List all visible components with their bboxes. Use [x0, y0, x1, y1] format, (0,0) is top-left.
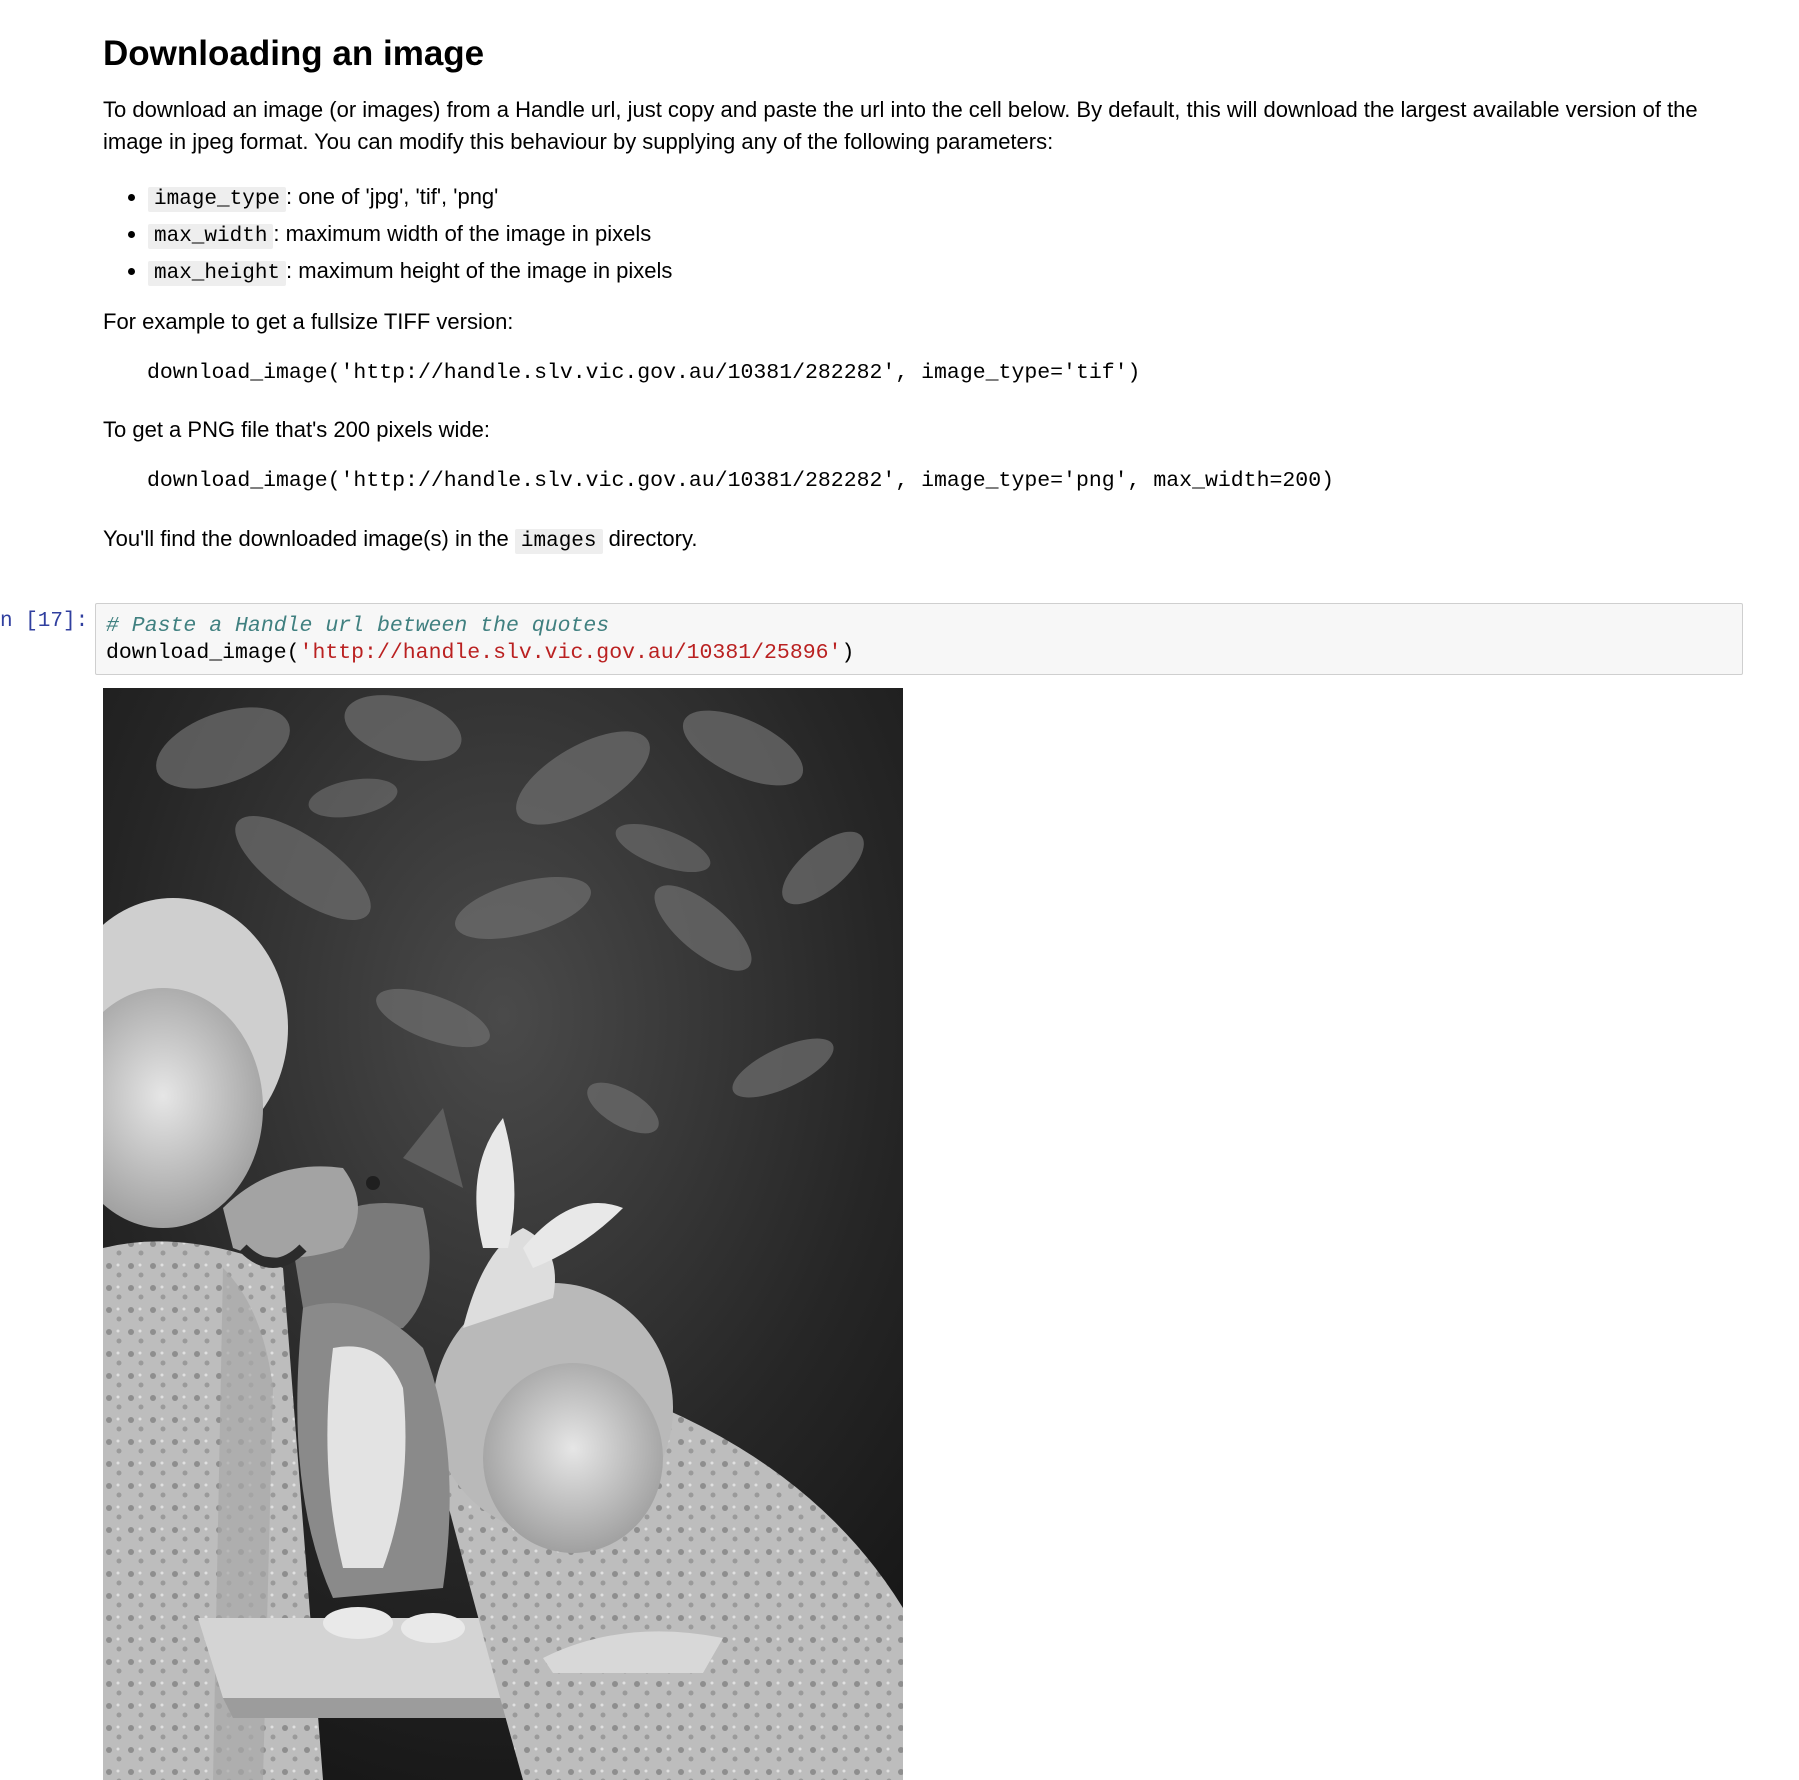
- directory-note-after: directory.: [602, 526, 698, 551]
- section-heading: Downloading an image: [103, 34, 485, 73]
- png-example-code: download_image('http://handle.slv.vic.gov.au/10381/282282', image_type='png', max_width=200): [147, 469, 1334, 493]
- list-item: [148, 254, 672, 291]
- param-desc: : maximum height of the image in pixels: [286, 258, 673, 283]
- code-url-string: 'http://handle.slv.vic.gov.au/10381/25896': [299, 641, 842, 665]
- png-intro: To get a PNG file that's 200 pixels wide:: [103, 417, 490, 442]
- param-desc: : maximum width of the image in pixels: [273, 221, 652, 246]
- input-prompt: n [17]:: [0, 610, 89, 633]
- param-desc: : one of 'jpg', 'tif', 'png': [286, 184, 499, 209]
- photo-illustration: [103, 688, 903, 1780]
- parameter-list: [103, 180, 672, 291]
- code-comment: # Paste a Handle url between the quotes: [106, 614, 610, 638]
- list-item: [148, 217, 672, 254]
- code-call-end: ): [841, 641, 855, 665]
- list-item: [148, 180, 672, 217]
- intro-paragraph: To download an image (or images) from a Handle url, just copy and paste the url into the cell below. By default, this will download the largest available version of the image in jpeg format. You can modify this behaviour by supplying any of the following parameters:: [103, 97, 1698, 154]
- code-editor[interactable]: [95, 603, 1743, 675]
- param-code: max_height: [148, 261, 286, 286]
- directory-code: images: [515, 529, 603, 554]
- code-call-start: download_image(: [106, 641, 300, 665]
- param-code: max_width: [148, 224, 273, 249]
- tiff-example-code: download_image('http://handle.slv.vic.gov.au/10381/282282', image_type='tif'): [147, 361, 1141, 385]
- directory-note: [103, 523, 697, 558]
- tiff-intro: For example to get a fullsize TIFF version:: [103, 309, 514, 334]
- param-code: image_type: [148, 187, 286, 212]
- directory-note-before: You'll find the downloaded image(s) in the: [103, 526, 515, 551]
- output-photo: [103, 688, 903, 1780]
